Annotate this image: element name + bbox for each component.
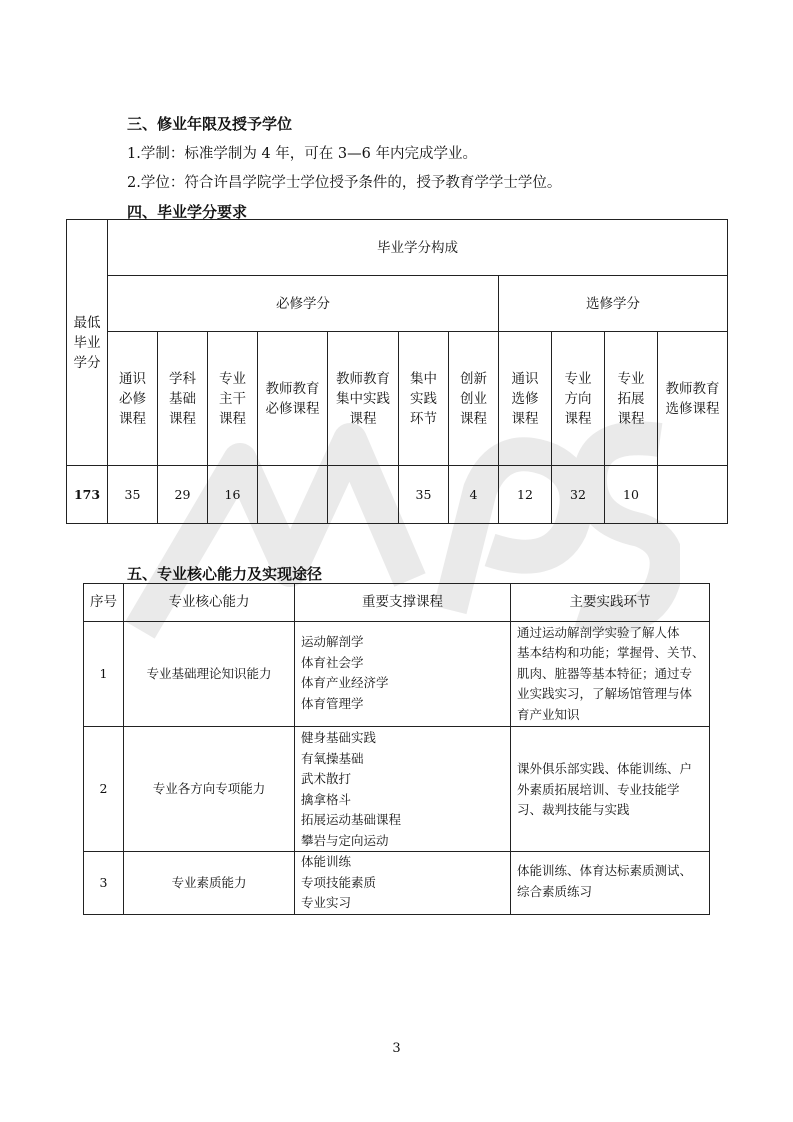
section-3-item-1: 1.学制：标准学制为 4 年，可在 3—6 年内完成学业。 <box>127 146 477 162</box>
header-practice: 主要实践环节 <box>511 584 710 622</box>
col-header-innovation: 创新 创业 课程 <box>449 332 499 466</box>
table-row <box>84 622 710 727</box>
row-practice: 体能训练、体育达标素质测试、 综合素质练习 <box>511 852 710 915</box>
header-ability: 专业核心能力 <box>124 584 295 622</box>
col-header-major-extension: 专业 拓展 课程 <box>605 332 658 466</box>
row-practice: 课外俱乐部实践、体能训练、户 外素质拓展培训、专业技能学 习、裁判技能与实践 <box>511 727 710 852</box>
credit-value <box>328 466 399 524</box>
section-5-heading: 五、专业核心能力及实现途径 <box>127 565 323 583</box>
elective-credits-header: 选修学分 <box>499 276 728 332</box>
graduation-credits-table <box>66 219 728 524</box>
col-header-discipline-basic: 学科 基础 课程 <box>158 332 208 466</box>
col-header-concentrated-practice: 集中 实践 环节 <box>399 332 449 466</box>
credit-value: 16 <box>208 466 258 524</box>
credit-value: 35 <box>108 466 158 524</box>
row-no: 2 <box>84 727 124 852</box>
col-header-major-direction: 专业 方向 课程 <box>552 332 605 466</box>
section-3-item-2: 2.学位：符合许昌学院学士学位授予条件的，授予教育学学士学位。 <box>127 175 562 191</box>
col-header-general-elective: 通识 选修 课程 <box>499 332 552 466</box>
col-header-major-core: 专业 主干 课程 <box>208 332 258 466</box>
min-credit-header: 最低 毕业 学分 <box>67 220 108 466</box>
credit-value <box>258 466 328 524</box>
row-courses: 运动解剖学 体育社会学 体育产业经济学 体育管理学 <box>295 622 511 727</box>
table-row <box>84 727 710 852</box>
row-ability: 专业素质能力 <box>124 852 295 915</box>
col-header-general-required: 通识 必修 课程 <box>108 332 158 466</box>
header-courses: 重要支撑课程 <box>295 584 511 622</box>
credit-value: 32 <box>552 466 605 524</box>
col-header-teacher-ed-elective: 教师教育 选修课程 <box>658 332 728 466</box>
row-no: 3 <box>84 852 124 915</box>
row-courses: 体能训练 专项技能素质 专业实习 <box>295 852 511 915</box>
section-4-heading: 四、毕业学分要求 <box>127 203 248 221</box>
header-no: 序号 <box>84 584 124 622</box>
row-ability: 专业各方向专项能力 <box>124 727 295 852</box>
core-ability-table <box>83 583 710 915</box>
page-number: 3 <box>392 1041 401 1056</box>
row-no: 1 <box>84 622 124 727</box>
credit-value: 10 <box>605 466 658 524</box>
row-courses: 健身基础实践 有氧操基础 武术散打 擒拿格斗 拓展运动基础课程 攀岩与定向运动 <box>295 727 511 852</box>
credit-value: 4 <box>449 466 499 524</box>
table-row <box>84 852 710 915</box>
row-ability: 专业基础理论知识能力 <box>124 622 295 727</box>
min-credit-value: 173 <box>67 466 108 524</box>
credit-value: 29 <box>158 466 208 524</box>
credit-value: 12 <box>499 466 552 524</box>
required-credits-header: 必修学分 <box>108 276 499 332</box>
section-3-heading: 三、修业年限及授予学位 <box>127 115 293 133</box>
credit-value <box>658 466 728 524</box>
credit-composition-header: 毕业学分构成 <box>108 220 728 276</box>
col-header-teacher-ed-required: 教师教育 必修课程 <box>258 332 328 466</box>
row-practice: 通过运动解剖学实验了解人体 基本结构和功能；掌握骨、关节、 肌肉、脏器等基本特征；通过专 业实践实习，了解场馆管理与体 育产业知识 <box>511 622 710 727</box>
col-header-teacher-ed-practice: 教师教育 集中实践 课程 <box>328 332 399 466</box>
credit-value: 35 <box>399 466 449 524</box>
